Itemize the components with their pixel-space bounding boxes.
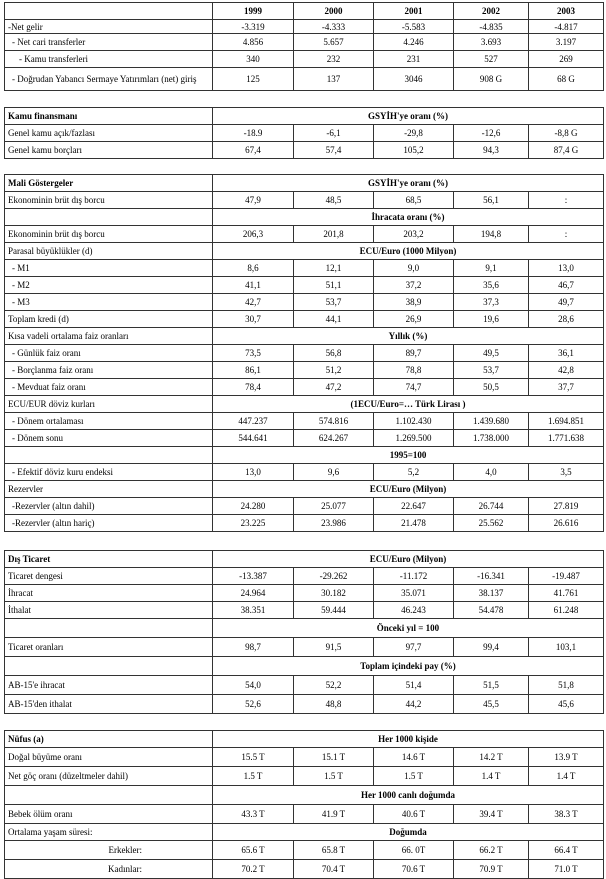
row-label: Erkekler: — [5, 841, 213, 860]
cell: 3.197 — [529, 34, 604, 51]
cell: 74,7 — [374, 379, 454, 396]
year-header: 2003 — [529, 3, 604, 20]
table-row — [5, 602, 604, 619]
cell: 527 — [454, 51, 529, 68]
cell: 24.280 — [213, 498, 294, 515]
cell: 24.964 — [213, 585, 294, 602]
table-row — [5, 277, 604, 294]
spacer — [4, 532, 603, 550]
row-label: -Rezervler (altın dahil) — [5, 498, 213, 515]
unit-row — [5, 447, 604, 464]
section-header-row — [5, 108, 604, 125]
cell: 91,5 — [294, 638, 374, 657]
cell: 14.6 T — [374, 748, 454, 767]
row-label: - M3 — [5, 294, 213, 311]
cell: 70.4 T — [294, 860, 374, 879]
cell: 231 — [374, 51, 454, 68]
cell: 51,2 — [294, 362, 374, 379]
row-label: İhracat — [5, 585, 213, 602]
cell: 35.071 — [374, 585, 454, 602]
row-label-empty — [5, 657, 213, 676]
cell: 26.744 — [454, 498, 529, 515]
cell: 53,7 — [294, 294, 374, 311]
row-label: - Günlük faiz oranı — [5, 345, 213, 362]
unit-header: ECU/Euro (Milyon) — [213, 481, 604, 498]
cell: 1.5 T — [374, 767, 454, 786]
cell: 30.182 — [294, 585, 374, 602]
statistics-page — [4, 2, 603, 879]
cell: : — [529, 226, 604, 243]
cell: 13.9 T — [529, 748, 604, 767]
cell: 447.237 — [213, 413, 294, 430]
cell: 9,6 — [294, 464, 374, 481]
cell: 42,7 — [213, 294, 294, 311]
table-row — [5, 860, 604, 879]
cell: 574.816 — [294, 413, 374, 430]
cell: 48,5 — [294, 192, 374, 209]
table-row — [5, 379, 604, 396]
cell: 56,1 — [454, 192, 529, 209]
section-header-row — [5, 175, 604, 192]
cell: 40.6 T — [374, 805, 454, 824]
cell: 13,0 — [213, 464, 294, 481]
row-label-empty — [5, 209, 213, 226]
row-label: Kadınlar: — [5, 860, 213, 879]
cell: 86,1 — [213, 362, 294, 379]
cell: 89,7 — [374, 345, 454, 362]
cell: 1.269.500 — [374, 430, 454, 447]
unit-row — [5, 657, 604, 676]
unit-header: ECU/Euro (Milyon) — [213, 551, 604, 568]
unit-row — [5, 481, 604, 498]
cell: 71.0 T — [529, 860, 604, 879]
year-header: 2000 — [294, 3, 374, 20]
block-public-finance — [4, 107, 604, 159]
row-label: - Borçlanma faiz oranı — [5, 362, 213, 379]
cell: 98,7 — [213, 638, 294, 657]
cell: 4.856 — [213, 34, 294, 51]
row-label: - Dönem sonu — [5, 430, 213, 447]
cell: -5.583 — [374, 20, 454, 34]
cell: 38.351 — [213, 602, 294, 619]
table-row — [5, 294, 604, 311]
cell: 51,4 — [374, 676, 454, 695]
cell: 103,1 — [529, 638, 604, 657]
cell: 78,4 — [213, 379, 294, 396]
cell: 66.4 T — [529, 841, 604, 860]
row-label: Ekonominin brüt dış borcu — [5, 192, 213, 209]
cell: 4,0 — [454, 464, 529, 481]
row-label: Genel kamu açık/fazlası — [5, 125, 213, 142]
unit-header: Yıllık (%) — [213, 328, 604, 345]
cell: 544.641 — [213, 430, 294, 447]
table-row — [5, 515, 604, 532]
cell: 39.4 T — [454, 805, 529, 824]
cell: -18.9 — [213, 125, 294, 142]
cell: 1.694.851 — [529, 413, 604, 430]
cell: -4.817 — [529, 20, 604, 34]
row-label: Toplam kredi (d) — [5, 311, 213, 328]
cell: 46,7 — [529, 277, 604, 294]
cell: 87,4 G — [529, 142, 604, 159]
cell: -4.835 — [454, 20, 529, 34]
unit-header: Her 1000 canlı doğumda — [213, 786, 604, 805]
cell: 21.478 — [374, 515, 454, 532]
unit-row — [5, 396, 604, 413]
cell: 23.986 — [294, 515, 374, 532]
cell: -19.487 — [529, 568, 604, 585]
cell: : — [529, 192, 604, 209]
year-header: 1999 — [213, 3, 294, 20]
cell: 49,7 — [529, 294, 604, 311]
cell: -13.387 — [213, 568, 294, 585]
cell: 66.2 T — [454, 841, 529, 860]
cell: 44,2 — [374, 695, 454, 714]
table-row — [5, 142, 604, 159]
section-title: Kamu finansmanı — [5, 108, 213, 125]
cell: 1.439.680 — [454, 413, 529, 430]
cell: 37,2 — [374, 277, 454, 294]
unit-header: Önceki yıl = 100 — [213, 619, 604, 638]
cell: 68,5 — [374, 192, 454, 209]
cell: 47,9 — [213, 192, 294, 209]
cell: 22.647 — [374, 498, 454, 515]
cell: -29,8 — [374, 125, 454, 142]
cell: 12,1 — [294, 260, 374, 277]
cell: 206,3 — [213, 226, 294, 243]
cell: 203,2 — [374, 226, 454, 243]
cell: 37,3 — [454, 294, 529, 311]
cell: 52,2 — [294, 676, 374, 695]
cell: 1.771.638 — [529, 430, 604, 447]
block-foreign-trade — [4, 550, 604, 714]
cell: 67,4 — [213, 142, 294, 159]
cell: 1.5 T — [294, 767, 374, 786]
cell: 8,6 — [213, 260, 294, 277]
row-label: Genel kamu borçları — [5, 142, 213, 159]
cell: 14.2 T — [454, 748, 529, 767]
row-label: -Net gelir — [5, 20, 213, 34]
cell: 3.693 — [454, 34, 529, 51]
table-row — [5, 311, 604, 328]
table-row — [5, 464, 604, 481]
unit-header: ECU/Euro (1000 Milyon) — [213, 243, 604, 260]
table-row — [5, 68, 604, 91]
cell: 1.5 T — [213, 767, 294, 786]
cell: -11.172 — [374, 568, 454, 585]
cell: 78,8 — [374, 362, 454, 379]
cell: 41.761 — [529, 585, 604, 602]
cell: 5.657 — [294, 34, 374, 51]
header-corner — [5, 3, 213, 20]
table-row — [5, 638, 604, 657]
cell: 59.444 — [294, 602, 374, 619]
unit-row — [5, 619, 604, 638]
cell: 45,5 — [454, 695, 529, 714]
cell: 48,8 — [294, 695, 374, 714]
table-row — [5, 20, 604, 34]
block-population — [4, 730, 604, 879]
cell: 45,6 — [529, 695, 604, 714]
unit-header: (1ECU/Euro=… Türk Lirası ) — [213, 396, 604, 413]
table-row — [5, 498, 604, 515]
row-label: - Kamu transferleri — [5, 51, 213, 68]
cell: 3046 — [374, 68, 454, 91]
cell: 25.562 — [454, 515, 529, 532]
table-row — [5, 676, 604, 695]
cell: 105,2 — [374, 142, 454, 159]
cell: 51,5 — [454, 676, 529, 695]
row-label: Ekonominin brüt dış borcu — [5, 226, 213, 243]
cell: 35,6 — [454, 277, 529, 294]
cell: 49,5 — [454, 345, 529, 362]
row-label-empty — [5, 786, 213, 805]
cell: 41.9 T — [294, 805, 374, 824]
cell: 38.3 T — [529, 805, 604, 824]
table-row — [5, 585, 604, 602]
cell: 26.616 — [529, 515, 604, 532]
cell: 47,2 — [294, 379, 374, 396]
table-row — [5, 226, 604, 243]
cell: 51,1 — [294, 277, 374, 294]
cell: 340 — [213, 51, 294, 68]
cell: 194,8 — [454, 226, 529, 243]
row-label: Rezervler — [5, 481, 213, 498]
table-row — [5, 430, 604, 447]
cell: 53,7 — [454, 362, 529, 379]
cell: 125 — [213, 68, 294, 91]
cell: 624.267 — [294, 430, 374, 447]
row-label: Bebek ölüm oranı — [5, 805, 213, 824]
cell: 56,8 — [294, 345, 374, 362]
table-row — [5, 767, 604, 786]
cell: 1.738.000 — [454, 430, 529, 447]
cell: 66. 0T — [374, 841, 454, 860]
cell: 42,8 — [529, 362, 604, 379]
cell: 52,6 — [213, 695, 294, 714]
cell: 15.1 T — [294, 748, 374, 767]
cell: 54.478 — [454, 602, 529, 619]
unit-row — [5, 786, 604, 805]
unit-row — [5, 243, 604, 260]
row-label-empty — [5, 619, 213, 638]
cell: 9,0 — [374, 260, 454, 277]
cell: -16.341 — [454, 568, 529, 585]
cell: 4.246 — [374, 34, 454, 51]
cell: 65.8 T — [294, 841, 374, 860]
cell: 15.5 T — [213, 748, 294, 767]
table-row — [5, 51, 604, 68]
cell: 269 — [529, 51, 604, 68]
cell: 30,7 — [213, 311, 294, 328]
cell: 70.6 T — [374, 860, 454, 879]
cell: 36,1 — [529, 345, 604, 362]
cell: 70.9 T — [454, 860, 529, 879]
cell: 57,4 — [294, 142, 374, 159]
table-row — [5, 192, 604, 209]
cell: 97,7 — [374, 638, 454, 657]
table-row — [5, 125, 604, 142]
cell: 5,2 — [374, 464, 454, 481]
cell: -6,1 — [294, 125, 374, 142]
cell: 68 G — [529, 68, 604, 91]
unit-header: GSYİH'ye oranı (%) — [213, 175, 604, 192]
cell: 13,0 — [529, 260, 604, 277]
table-row — [5, 34, 604, 51]
unit-row — [5, 328, 604, 345]
unit-row — [5, 209, 604, 226]
row-label: - Efektif döviz kuru endeksi — [5, 464, 213, 481]
unit-header: Her 1000 kişide — [213, 731, 604, 748]
row-label: - Net cari transferler — [5, 34, 213, 51]
cell: 28,6 — [529, 311, 604, 328]
cell: 1.4 T — [454, 767, 529, 786]
cell: 37,7 — [529, 379, 604, 396]
cell: 38.137 — [454, 585, 529, 602]
row-label: Kısa vadeli ortalama faiz oranları — [5, 328, 213, 345]
cell: 43.3 T — [213, 805, 294, 824]
row-label: Ortalama yaşam süresi: — [5, 824, 213, 841]
row-label: - Mevduat faiz oranı — [5, 379, 213, 396]
row-label: Ticaret dengesi — [5, 568, 213, 585]
table-row — [5, 345, 604, 362]
spacer — [4, 91, 603, 107]
cell: 41,1 — [213, 277, 294, 294]
unit-header: Doğumda — [213, 824, 604, 841]
block-financial-indicators — [4, 174, 604, 532]
spacer — [4, 714, 603, 730]
unit-header: İhracata oranı (%) — [213, 209, 604, 226]
row-label: AB-15'e ihracat — [5, 676, 213, 695]
row-label: -Rezervler (altın hariç) — [5, 515, 213, 532]
cell: 23.225 — [213, 515, 294, 532]
row-label: - M1 — [5, 260, 213, 277]
row-label: İthalat — [5, 602, 213, 619]
cell: 73,5 — [213, 345, 294, 362]
cell: 908 G — [454, 68, 529, 91]
table-row — [5, 260, 604, 277]
row-label: ECU/EUR döviz kurları — [5, 396, 213, 413]
cell: 38,9 — [374, 294, 454, 311]
row-label: - M2 — [5, 277, 213, 294]
row-label: AB-15'den ithalat — [5, 695, 213, 714]
row-label: - Dönem ortalaması — [5, 413, 213, 430]
row-label-empty — [5, 447, 213, 464]
year-header: 2002 — [454, 3, 529, 20]
cell: 9,1 — [454, 260, 529, 277]
cell: 3,5 — [529, 464, 604, 481]
cell: -12,6 — [454, 125, 529, 142]
year-header: 2001 — [374, 3, 454, 20]
table-row — [5, 805, 604, 824]
unit-header: Toplam içindeki pay (%) — [213, 657, 604, 676]
table-row — [5, 413, 604, 430]
cell: 19,6 — [454, 311, 529, 328]
row-label: - Doğrudan Yabancı Sermaye Yatırımları (net) giriş — [5, 68, 213, 91]
cell: -4.333 — [294, 20, 374, 34]
cell: 54,0 — [213, 676, 294, 695]
cell: 99,4 — [454, 638, 529, 657]
section-title: Mali Göstergeler — [5, 175, 213, 192]
cell: 25.077 — [294, 498, 374, 515]
row-label: Net göç oranı (düzeltmeler dahil) — [5, 767, 213, 786]
section-title: Nüfus (a) — [5, 731, 213, 748]
cell: -3.319 — [213, 20, 294, 34]
cell: 27.819 — [529, 498, 604, 515]
cell: 94,3 — [454, 142, 529, 159]
table-row — [5, 568, 604, 585]
cell: -8,8 G — [529, 125, 604, 142]
table-row — [5, 695, 604, 714]
cell: 44,1 — [294, 311, 374, 328]
cell: 51,8 — [529, 676, 604, 695]
table-row — [5, 748, 604, 767]
cell: 70.2 T — [213, 860, 294, 879]
cell: 1.102.430 — [374, 413, 454, 430]
cell: 1.4 T — [529, 767, 604, 786]
cell: 137 — [294, 68, 374, 91]
spacer — [4, 159, 603, 174]
block-balance-of-payments — [4, 2, 604, 91]
cell: -29.262 — [294, 568, 374, 585]
cell: 26,9 — [374, 311, 454, 328]
table-row — [5, 362, 604, 379]
row-label: Doğal büyüme oranı — [5, 748, 213, 767]
cell: 46.243 — [374, 602, 454, 619]
section-header-row — [5, 551, 604, 568]
table-row — [5, 841, 604, 860]
years-header-row — [5, 3, 604, 20]
row-label: Ticaret oranları — [5, 638, 213, 657]
section-title: Dış Ticaret — [5, 551, 213, 568]
cell: 232 — [294, 51, 374, 68]
unit-header: GSYİH'ye oranı (%) — [213, 108, 604, 125]
cell: 61.248 — [529, 602, 604, 619]
section-header-row — [5, 731, 604, 748]
unit-header: 1995=100 — [213, 447, 604, 464]
cell: 201,8 — [294, 226, 374, 243]
cell: 65.6 T — [213, 841, 294, 860]
cell: 50,5 — [454, 379, 529, 396]
row-label: Parasal büyüklükler (d) — [5, 243, 213, 260]
unit-row — [5, 824, 604, 841]
